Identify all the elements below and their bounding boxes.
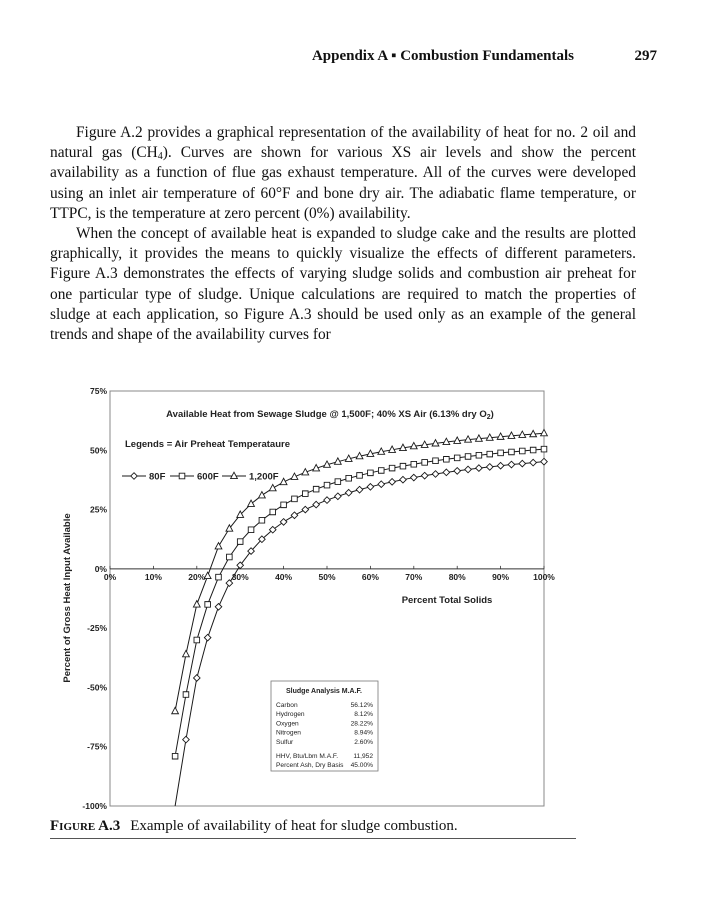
square-marker: [389, 465, 395, 471]
diamond-marker: [313, 501, 320, 508]
x-tick-label: 40%: [275, 571, 293, 582]
x-tick-label: 10%: [144, 571, 162, 582]
diamond-marker: [454, 468, 461, 475]
x-tick-label: 80%: [448, 571, 466, 582]
analysis-row-label: Percent Ash, Dry Basis: [276, 762, 344, 770]
square-marker: [227, 554, 233, 560]
x-axis-label: Percent Total Solids: [401, 595, 493, 606]
square-marker: [498, 450, 504, 456]
analysis-row-value: 2.60%: [354, 738, 373, 746]
y-tick-label: -75%: [87, 741, 107, 752]
diamond-marker: [465, 466, 472, 473]
square-marker: [313, 486, 319, 492]
square-marker: [335, 479, 341, 485]
diamond-marker: [291, 512, 298, 519]
square-marker: [530, 447, 536, 453]
analysis-row-value: 28.22%: [350, 720, 373, 728]
analysis-row-value: 45.00%: [350, 762, 373, 770]
square-marker: [259, 517, 265, 523]
triangle-marker: [183, 650, 190, 656]
triangle-marker: [269, 484, 276, 490]
square-marker: [346, 475, 352, 481]
y-tick-label: 50%: [89, 445, 107, 456]
figure-caption: [50, 818, 458, 835]
square-marker: [237, 539, 243, 545]
square-marker: [509, 449, 515, 455]
legend-title: Legends = Air Preheat Temperataure: [125, 439, 290, 450]
diamond-marker: [541, 458, 548, 465]
legend-label: 1,200F: [249, 471, 279, 483]
diamond-marker: [486, 464, 493, 471]
x-tick-labels: [104, 566, 555, 582]
square-marker: [216, 574, 222, 580]
square-marker: [357, 473, 363, 479]
y-axis-label: Percent of Gross Heat Input Available: [62, 513, 73, 683]
paragraph-1-part-b: ). Curves are shown for various XS air levels and show the percent availability as a function of flue gas exhaust temperature. All of the curves were developed using an inlet air temperature of 60°F and bone dry air. The adiabatic flame temperature, or TTPC, is the temperature at zero percent (0%) availability.: [50, 144, 636, 222]
square-marker: [270, 509, 276, 515]
square-marker: [324, 482, 330, 488]
diamond-marker: [389, 479, 396, 486]
legend-square-icon: [179, 473, 185, 479]
triangle-marker: [215, 543, 222, 549]
square-marker: [292, 496, 298, 502]
square-marker: [248, 527, 254, 533]
caption-rule: [50, 838, 576, 839]
analysis-row-value: 56.12%: [350, 702, 373, 709]
analysis-row-label: Oxygen: [276, 720, 299, 728]
analysis-box-title: Sludge Analysis M.A.F.: [286, 688, 362, 695]
y-tick-label: 0%: [94, 563, 107, 574]
x-tick-label: 20%: [188, 571, 206, 582]
analysis-row-label: Nitrogen: [276, 729, 301, 737]
diamond-marker: [476, 465, 483, 472]
y-tick-label: -25%: [87, 623, 107, 634]
x-tick-label: 60%: [361, 571, 379, 582]
diamond-marker: [335, 493, 342, 500]
diamond-marker: [324, 497, 331, 504]
diamond-marker: [367, 484, 374, 491]
diamond-marker: [215, 604, 222, 611]
square-marker: [433, 458, 439, 464]
triangle-marker: [172, 707, 179, 713]
diamond-marker: [432, 471, 439, 478]
chart-title-sub: 2: [486, 414, 491, 421]
square-marker: [172, 753, 178, 759]
diamond-marker: [302, 506, 309, 513]
paragraph-1-part-a: Figure A.2 provides a graphical representation of the availability of heat for no. 2 oil and natural gas (CH: [50, 124, 636, 162]
analysis-row-value: 8.12%: [354, 711, 373, 719]
y-tick-labels: [82, 386, 107, 811]
analysis-row-value: 8.94%: [354, 729, 373, 737]
square-marker: [541, 446, 547, 452]
legend: [122, 472, 279, 483]
square-marker: [454, 455, 460, 461]
legend-label: 600F: [197, 471, 219, 483]
analysis-row-label: Carbon: [276, 702, 298, 709]
availability-chart: [0, 380, 707, 820]
series-triangle: [172, 429, 548, 713]
page-number: 297: [634, 48, 657, 64]
x-tick-label: 30%: [231, 571, 249, 582]
diamond-marker: [508, 461, 515, 468]
y-tick-label: -50%: [87, 682, 107, 693]
diamond-marker: [345, 489, 352, 496]
x-tick-label: 0%: [103, 571, 117, 582]
square-marker: [183, 692, 189, 698]
triangle-marker: [248, 500, 255, 506]
square-marker: [465, 454, 471, 460]
square-marker: [400, 463, 406, 469]
square-marker: [194, 637, 200, 643]
analysis-row-label: Hydrogen: [276, 711, 305, 719]
analysis-row-value: 11,952: [353, 753, 373, 760]
x-tick-label: 90%: [492, 571, 510, 582]
square-marker: [368, 470, 374, 476]
diamond-marker: [497, 462, 504, 469]
legend-diamond-icon: [131, 473, 138, 480]
triangle-marker: [259, 492, 266, 498]
diamond-marker: [280, 519, 287, 526]
legend-label: 80F: [149, 471, 166, 483]
square-marker: [444, 456, 450, 462]
diamond-marker: [411, 474, 418, 481]
x-tick-label: 50%: [318, 571, 336, 582]
square-marker: [205, 602, 211, 608]
ch4-subscript: 4: [157, 151, 163, 163]
paragraph-2: When the concept of available heat is expanded to sludge cake and the results are plotted graphically, it provides the means to quickly visualize the effects of different parameters. Figure A.3 demonstrates the effects of varying sludge solids and combustion air preheat for one particular type of sludge. Unique calculations are required to match the properties of sludge at each application, so Figure A.3 should be used only as an example of the general trends and shape of the availability curves for: [50, 225, 636, 344]
sludge-analysis-box: [271, 681, 378, 771]
diamond-marker: [378, 481, 385, 488]
square-marker: [422, 460, 428, 466]
analysis-row-label: HHV, Btu/Lbm M.A.F.: [276, 753, 339, 760]
square-marker: [411, 461, 417, 467]
y-tick-label: 75%: [89, 386, 107, 396]
triangle-marker: [541, 429, 548, 435]
y-tick-label: -100%: [82, 801, 107, 811]
x-tick-label: 100%: [533, 571, 555, 582]
square-marker: [378, 468, 384, 474]
chart-title-main: Available Heat from Sewage Sludge @ 1,500F; 40% XS Air (6.13% dry O: [166, 409, 487, 420]
body-text: [50, 123, 636, 345]
figure-label: Figure A.3: [50, 818, 121, 834]
square-marker: [476, 452, 482, 458]
diamond-marker: [400, 476, 407, 483]
diamond-marker: [530, 459, 537, 466]
x-tick-label: 70%: [405, 571, 423, 582]
legend-triangle-icon: [231, 472, 238, 478]
y-tick-label: 25%: [89, 504, 107, 515]
triangle-marker: [193, 601, 200, 607]
square-marker: [281, 502, 287, 508]
diamond-marker: [194, 675, 201, 682]
running-header: [0, 48, 707, 68]
chart-title-end: ): [490, 409, 494, 420]
figure-caption-text: Example of availability of heat for sludge combustion.: [130, 818, 458, 834]
running-title: Appendix A ▪ Combustion Fundamentals: [311, 48, 574, 64]
chart-title: [166, 409, 494, 421]
square-marker: [520, 448, 526, 454]
diamond-marker: [443, 469, 450, 476]
diamond-marker: [421, 472, 428, 479]
diamond-marker: [183, 736, 190, 743]
square-marker: [303, 491, 309, 497]
diamond-marker: [356, 486, 363, 493]
analysis-row-label: Sulfur: [276, 738, 294, 746]
diamond-marker: [519, 460, 526, 467]
paragraph-1: [50, 123, 636, 224]
diamond-marker: [204, 634, 211, 641]
square-marker: [487, 451, 493, 457]
